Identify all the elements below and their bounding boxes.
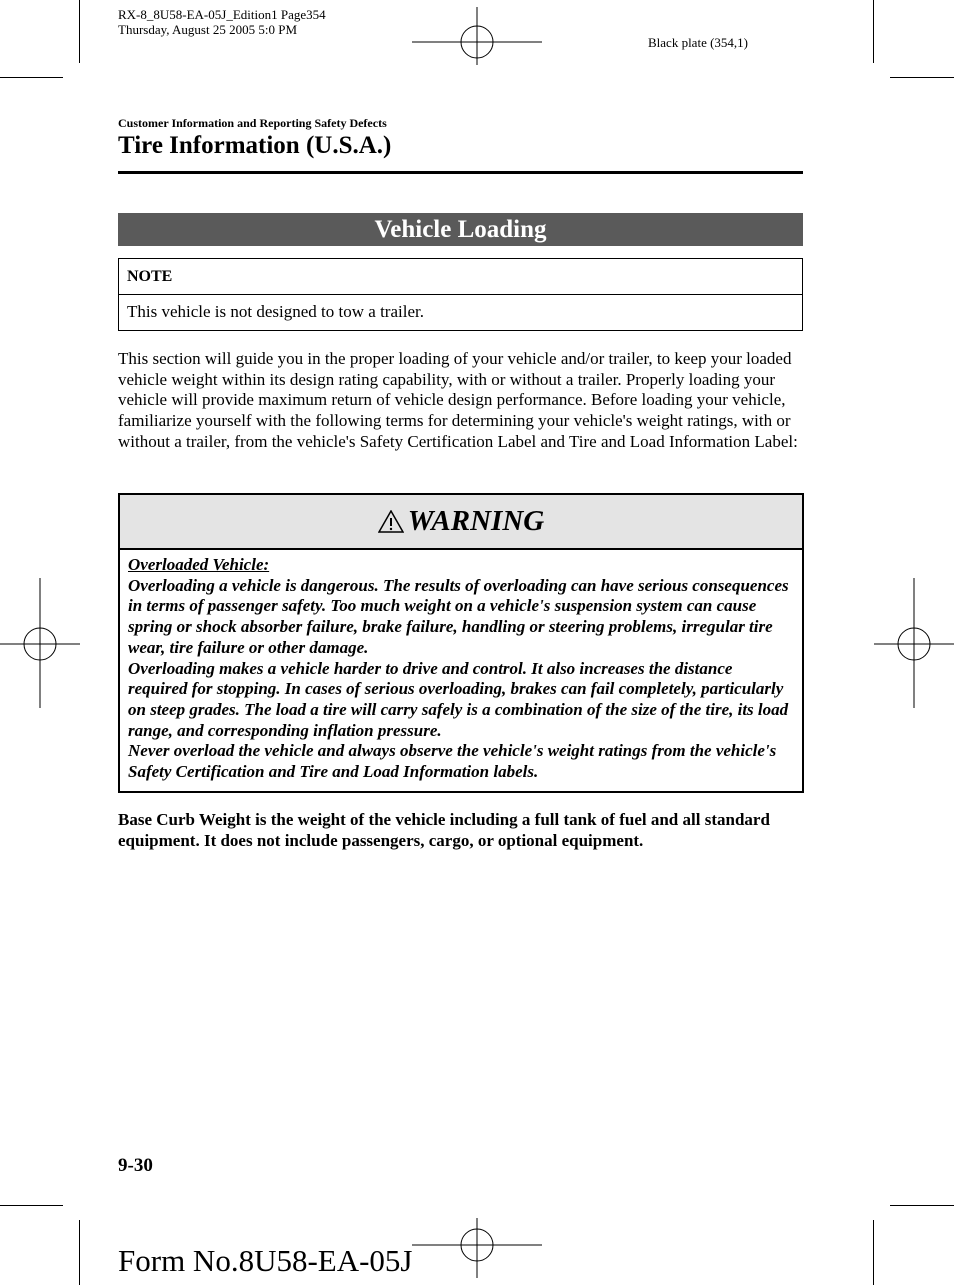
title-rule [118, 171, 803, 174]
print-header-line2: Thursday, August 25 2005 5:0 PM [118, 22, 297, 37]
registration-mark-bottom [412, 1218, 542, 1285]
base-curb-weight-definition: Base Curb Weight is the weight of the vehicle including a full tank of fuel and all standard equipment. It does not include passengers, cargo, or optional equipment. [118, 810, 770, 850]
warning-triangle-icon [378, 510, 404, 533]
warning-paragraph: Overloading a vehicle is dangerous. The results of overloading can have serious consequences in terms of passenger safety. Too much weight on a vehicle's suspension system can cause spring or shock absorber failure, brake failure, handling or steering problems, irregular tire wear, tire failure or other damage. [128, 575, 789, 657]
warning-paragraph: Overloading makes a vehicle harder to drive and control. It also increases the distance required for stopping. In cases of serious overloading, brakes can fail completely, particularly on steep grades. The load a tire will carry safely is a combination of the size of the tire, its load range, and corresponding inflation pressure. [128, 658, 789, 740]
page-number: 9-30 [118, 1155, 153, 1176]
note-text: This vehicle is not designed to tow a trailer. [127, 302, 424, 321]
warning-body [120, 550, 802, 783]
section-banner: Vehicle Loading [118, 213, 803, 246]
print-header [118, 7, 326, 37]
registration-mark-right [874, 578, 954, 708]
warning-paragraph: Never overload the vehicle and always observe the vehicle's weight ratings from the vehicle's Safety Certification and Tire and Load Information labels. [128, 741, 777, 782]
form-number: Form No.8U58-EA-05J [118, 1243, 413, 1278]
intro-paragraph: This section will guide you in the proper loading of your vehicle and/or trailer, to keep your loaded vehicle weight within its design rating capability, with or without a trailer. Properly loading your vehicle will provide maximum return of vehicle design performance. Before loading your vehicle, familiarize yourself with the following terms for determining your vehicle's weight ratings, with or without a trailer, from the vehicle's Safety Certification Label and Tire and Load Information Label: [118, 349, 798, 451]
plate-label: Black plate (354,1) [648, 35, 748, 50]
print-header-line1: RX-8_8U58-EA-05J_Edition1 Page354 [118, 7, 326, 22]
warning-header [120, 495, 802, 550]
note-box [118, 258, 803, 331]
section-label: Customer Information and Reporting Safety Defects [118, 116, 387, 130]
warning-title: WARNING [407, 505, 545, 537]
warning-subtitle: Overloaded Vehicle: [128, 555, 270, 574]
warning-box [118, 493, 804, 793]
registration-mark-left [0, 578, 80, 708]
registration-mark-top [412, 5, 542, 65]
page-title: Tire Information (U.S.A.) [118, 132, 392, 159]
note-heading: NOTE [119, 259, 802, 295]
